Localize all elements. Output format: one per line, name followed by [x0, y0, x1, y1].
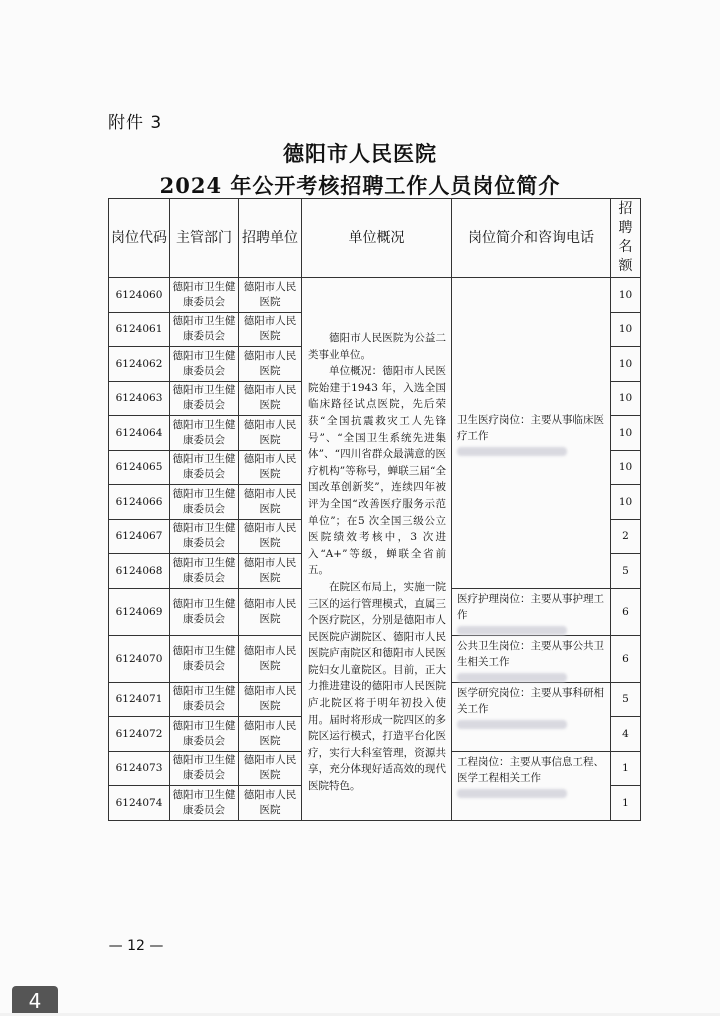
position-description-cell — [452, 751, 611, 820]
hiring-unit-cell: 德阳市人民医院 — [239, 519, 302, 554]
recruit-count-cell: 1 — [611, 786, 641, 821]
department-cell: 德阳市卫生健康委员会 — [170, 381, 239, 416]
department-cell: 德阳市卫生健康委员会 — [170, 312, 239, 347]
recruit-count-cell: 2 — [611, 519, 641, 554]
hiring-unit-cell: 德阳市人民医院 — [239, 416, 302, 451]
recruit-count-cell: 6 — [611, 588, 641, 635]
recruit-count-cell: 10 — [611, 312, 641, 347]
position-code-cell: 6124061 — [109, 312, 170, 347]
department-cell: 德阳市卫生健康委员会 — [170, 588, 239, 635]
header-code: 岗位代码 — [109, 199, 170, 278]
unit-overview-cell — [302, 278, 452, 821]
redacted-phone-blur — [457, 720, 567, 729]
hiring-unit-cell: 德阳市人民医院 — [239, 381, 302, 416]
position-code-cell: 6124069 — [109, 588, 170, 635]
position-code-cell: 6124065 — [109, 450, 170, 485]
department-cell: 德阳市卫生健康委员会 — [170, 682, 239, 717]
recruit-count-cell: 6 — [611, 635, 641, 682]
position-description-cell — [452, 635, 611, 682]
document-title: 德阳市人民医院 — [283, 141, 437, 166]
department-cell: 德阳市卫生健康委员会 — [170, 751, 239, 786]
overview-paragraph: 在院区布局上，实施一院三区的运行管理模式，直属三个医疗院区，分别是德阳市人民医院庐湖院区、德阳市人民医院庐南院区和德阳市人民医院妇女儿童院区。目前，正大力推进建设的德阳市人民医院庐北院区将于明年初投入使用。届时将形成一院四区的多院区运行模式，打造平台化医疗，实行大科室管理，资源共享，充分体现好适高效的现代医院特色。 — [308, 580, 446, 793]
hiring-unit-cell: 德阳市人民医院 — [239, 278, 302, 313]
positions-table — [108, 198, 641, 821]
document-subtitle: 2024 年公开考核招聘工作人员岗位简介 — [159, 173, 561, 198]
hiring-unit-cell: 德阳市人民医院 — [239, 786, 302, 821]
overview-paragraph: 德阳市人民医院为公益二类事业单位。 — [308, 332, 446, 361]
recruit-count-cell: 10 — [611, 381, 641, 416]
department-cell: 德阳市卫生健康委员会 — [170, 278, 239, 313]
hiring-unit-cell: 德阳市人民医院 — [239, 751, 302, 786]
recruit-count-cell: 10 — [611, 450, 641, 485]
page-number: — 12 — — [108, 938, 164, 954]
redacted-phone-blur — [457, 626, 567, 635]
department-cell: 德阳市卫生健康委员会 — [170, 519, 239, 554]
position-description-cell — [452, 278, 611, 589]
position-code-cell: 6124064 — [109, 416, 170, 451]
attachment-label: 附件 3 — [108, 113, 163, 133]
recruit-count-cell: 1 — [611, 751, 641, 786]
position-code-cell: 6124072 — [109, 717, 170, 752]
header-dept: 主管部门 — [170, 199, 239, 278]
hiring-unit-cell: 德阳市人民医院 — [239, 554, 302, 589]
hiring-unit-cell: 德阳市人民医院 — [239, 588, 302, 635]
position-description-cell — [452, 682, 611, 751]
hiring-unit-cell: 德阳市人民医院 — [239, 717, 302, 752]
redacted-phone-blur — [457, 447, 567, 456]
department-cell: 德阳市卫生健康委员会 — [170, 347, 239, 382]
position-code-cell: 6124070 — [109, 635, 170, 682]
hiring-unit-cell: 德阳市人民医院 — [239, 682, 302, 717]
position-code-cell: 6124063 — [109, 381, 170, 416]
position-description-cell — [452, 588, 611, 635]
department-cell: 德阳市卫生健康委员会 — [170, 450, 239, 485]
position-code-cell: 6124060 — [109, 278, 170, 313]
position-description: 卫生医疗岗位：主要从事临床医疗工作 — [457, 413, 604, 442]
position-code-cell: 6124073 — [109, 751, 170, 786]
department-cell: 德阳市卫生健康委员会 — [170, 786, 239, 821]
header-count: 招 聘 名 额 — [611, 199, 641, 278]
hiring-unit-cell: 德阳市人民医院 — [239, 485, 302, 520]
recruit-count-cell: 10 — [611, 347, 641, 382]
header-unit: 招聘单位 — [239, 199, 302, 278]
redacted-phone-blur — [457, 673, 567, 682]
overview-paragraph: 单位概况：德阳市人民医院始建于1943 年，入选全国临床路径试点医院，先后荣获“全国抗震救灾工人先锋号”、“全国卫生系统先进集体”、“四川省群众最满意的医疗机构”等称号，蝉联三届“全国改革创新奖”，连续四年被评为全国“改善医疗服务示范单位”；在5 次全国三级公立医院绩效考核中，3 次进入“A+”等级，蝉联全省前五。 — [308, 365, 446, 577]
table-row — [109, 278, 641, 313]
header-overview: 单位概况 — [302, 199, 452, 278]
position-description: 工程岗位：主要从事信息工程、医学工程相关工作 — [457, 755, 604, 784]
position-code-cell: 6124068 — [109, 554, 170, 589]
position-description: 医疗护理岗位：主要从事护理工作 — [457, 592, 604, 621]
hiring-unit-cell: 德阳市人民医院 — [239, 450, 302, 485]
image-counter-badge: 4 — [12, 986, 58, 1013]
recruit-count-cell: 10 — [611, 278, 641, 313]
position-code-cell: 6124062 — [109, 347, 170, 382]
hiring-unit-cell: 德阳市人民医院 — [239, 635, 302, 682]
department-cell: 德阳市卫生健康委员会 — [170, 416, 239, 451]
position-code-cell: 6124071 — [109, 682, 170, 717]
position-description: 医学研究岗位：主要从事科研相关工作 — [457, 686, 604, 715]
department-cell: 德阳市卫生健康委员会 — [170, 485, 239, 520]
department-cell: 德阳市卫生健康委员会 — [170, 635, 239, 682]
hiring-unit-cell: 德阳市人民医院 — [239, 312, 302, 347]
position-description: 公共卫生岗位：主要从事公共卫生相关工作 — [457, 639, 604, 668]
department-cell: 德阳市卫生健康委员会 — [170, 717, 239, 752]
position-code-cell: 6124074 — [109, 786, 170, 821]
hiring-unit-cell: 德阳市人民医院 — [239, 347, 302, 382]
recruit-count-cell: 10 — [611, 485, 641, 520]
recruit-count-cell: 4 — [611, 717, 641, 752]
redacted-phone-blur — [457, 789, 567, 798]
recruit-count-cell: 10 — [611, 416, 641, 451]
department-cell: 德阳市卫生健康委员会 — [170, 554, 239, 589]
position-code-cell: 6124066 — [109, 485, 170, 520]
position-code-cell: 6124067 — [109, 519, 170, 554]
recruit-count-cell: 5 — [611, 554, 641, 589]
header-position: 岗位简介和咨询电话 — [452, 199, 611, 278]
recruit-count-cell: 5 — [611, 682, 641, 717]
